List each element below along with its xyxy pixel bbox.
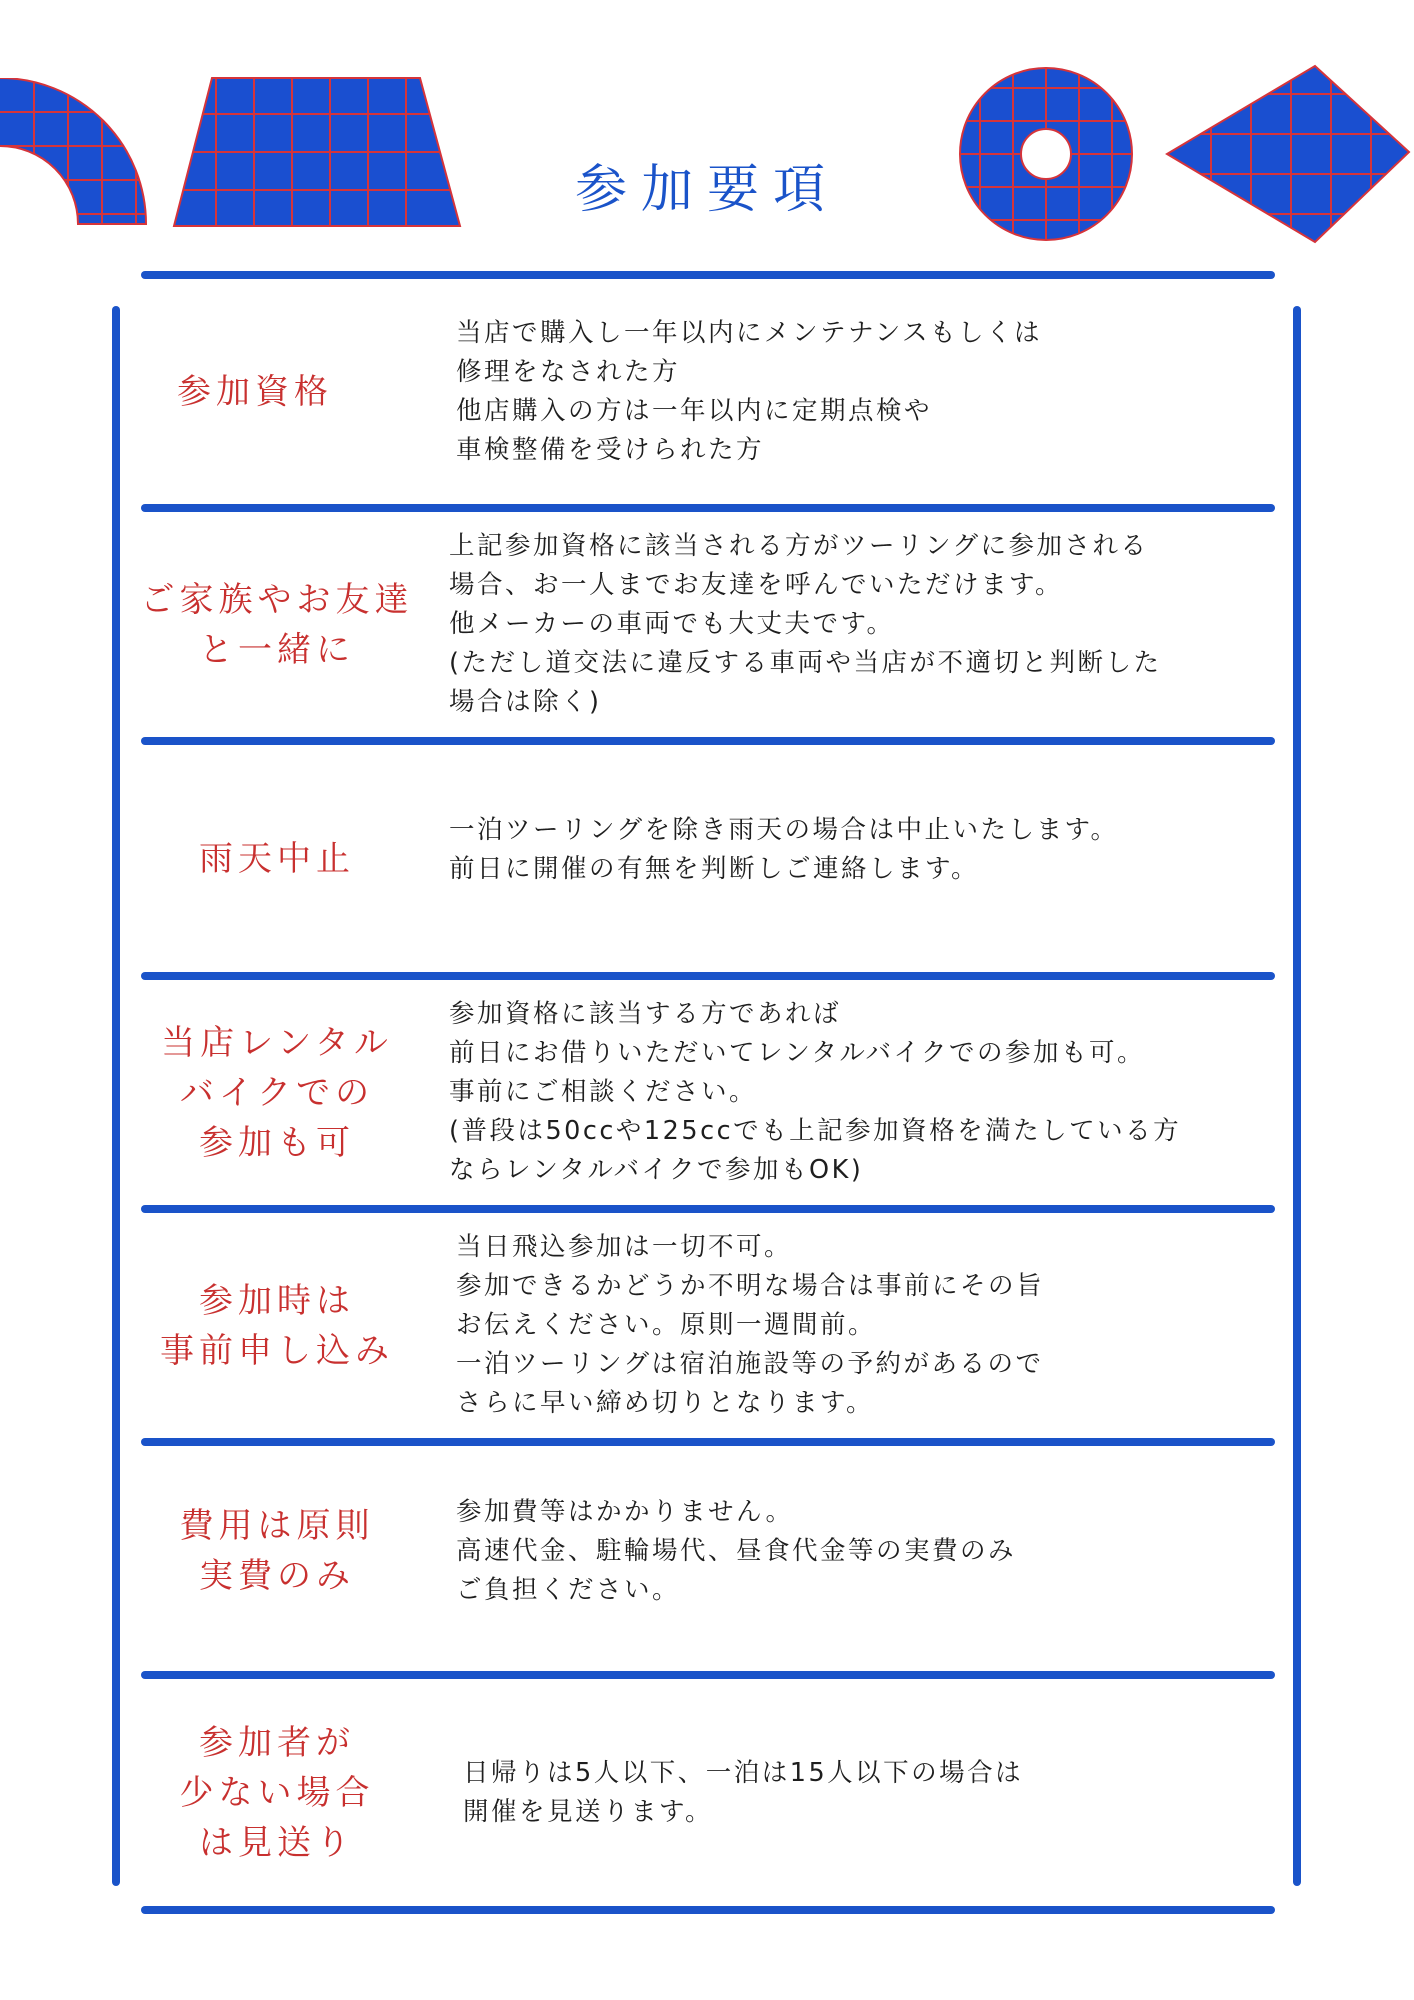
row-label-advance-registration: 参加時は 事前申し込み bbox=[160, 1280, 394, 1371]
row-text-line: 前日に開催の有無を判断しご連絡します。 bbox=[449, 854, 979, 884]
row-text-line: 日帰りは5人以下、一泊は15人以下の場合は bbox=[463, 1757, 1024, 1788]
frame-left-line bbox=[112, 306, 120, 1886]
row-body-eligibility bbox=[456, 279, 1256, 504]
row-text-line: 前日にお借りいただいてレンタルバイクでの参加も可。 bbox=[449, 1038, 1146, 1068]
row-text-line: 場合、お一人までお友達を呼んでいただけます。 bbox=[449, 570, 1063, 600]
divider-line bbox=[141, 1205, 1275, 1213]
row-label-rental-bike: 当店レンタル バイクでの 参加も可 bbox=[161, 1022, 393, 1163]
row-label-rain-cancel: 雨天中止 bbox=[199, 838, 355, 879]
row-label-low-attendance: 参加者が 少ない場合 は見送り bbox=[179, 1722, 375, 1863]
row-text-line: 事前にご相談ください。 bbox=[449, 1077, 758, 1107]
row-text-line: ご負担ください。 bbox=[456, 1574, 681, 1605]
row-text-line: 参加できるかどうか不明な場合は事前にその旨 bbox=[456, 1271, 1045, 1301]
row-text-line: 開催を見送ります。 bbox=[463, 1796, 713, 1827]
row-text-line: 修理をなされた方 bbox=[456, 356, 681, 387]
divider-line bbox=[141, 972, 1275, 980]
row-text-line: 当店で購入し一年以内にメンテナンスもしくは bbox=[456, 317, 1042, 348]
row-text-line: 参加費等はかかりません。 bbox=[456, 1496, 794, 1527]
row-text-line: 当日飛込参加は一切不可。 bbox=[456, 1232, 793, 1262]
row-body-advance-registration bbox=[456, 1213, 1256, 1438]
row-text-line: 他店購入の方は一年以内に定期点検や bbox=[456, 395, 933, 426]
divider-line bbox=[141, 271, 1275, 279]
row-body-low-attendance bbox=[463, 1679, 1263, 1906]
row-text-line: ならレンタルバイクで参加もOK) bbox=[449, 1155, 864, 1185]
divider-line bbox=[141, 737, 1275, 745]
frame-right-line bbox=[1293, 306, 1301, 1886]
row-text-line: 参加資格に該当する方であれば bbox=[449, 999, 842, 1029]
row-text-line: (普段は50ccや125ccでも上記参加資格を満たしている方 bbox=[449, 1116, 1182, 1146]
divider-line bbox=[141, 1906, 1275, 1914]
row-text-line: 上記参加資格に該当される方がツーリングに参加される bbox=[449, 531, 1149, 561]
divider-line bbox=[141, 1438, 1275, 1446]
row-label-family-friends: ご家族やお友達 と一緒に bbox=[140, 579, 414, 670]
row-text-line: (ただし道交法に違反する車両や当店が不適切と判断した bbox=[449, 648, 1162, 678]
row-text-line: 一泊ツーリングを除き雨天の場合は中止いたします。 bbox=[449, 815, 1119, 845]
row-body-rain-cancel bbox=[449, 745, 1249, 955]
row-text-line: 場合は除く) bbox=[449, 687, 602, 717]
divider-line bbox=[141, 504, 1275, 512]
row-body-rental-bike bbox=[449, 980, 1249, 1205]
divider-line bbox=[141, 1671, 1275, 1679]
row-label-cost: 費用は原則 実費のみ bbox=[179, 1506, 375, 1596]
row-body-family-friends bbox=[449, 512, 1249, 737]
row-text-line: さらに早い締め切りとなります。 bbox=[456, 1388, 874, 1418]
row-text-line: 他メーカーの車両でも大丈夫です。 bbox=[449, 609, 895, 639]
page-title: 参加要項 bbox=[574, 159, 839, 220]
row-label-eligibility: 参加資格 bbox=[177, 371, 333, 412]
row-text-line: 高速代金、駐輪場代、昼食代金等の実費のみ bbox=[456, 1535, 1017, 1566]
row-body-cost bbox=[456, 1446, 1256, 1656]
row-text-line: 一泊ツーリングは宿泊施設等の予約があるので bbox=[456, 1349, 1044, 1379]
row-text-line: 車検整備を受けられた方 bbox=[456, 434, 765, 465]
row-text-line: お伝えください。原則一週間前。 bbox=[456, 1310, 877, 1340]
